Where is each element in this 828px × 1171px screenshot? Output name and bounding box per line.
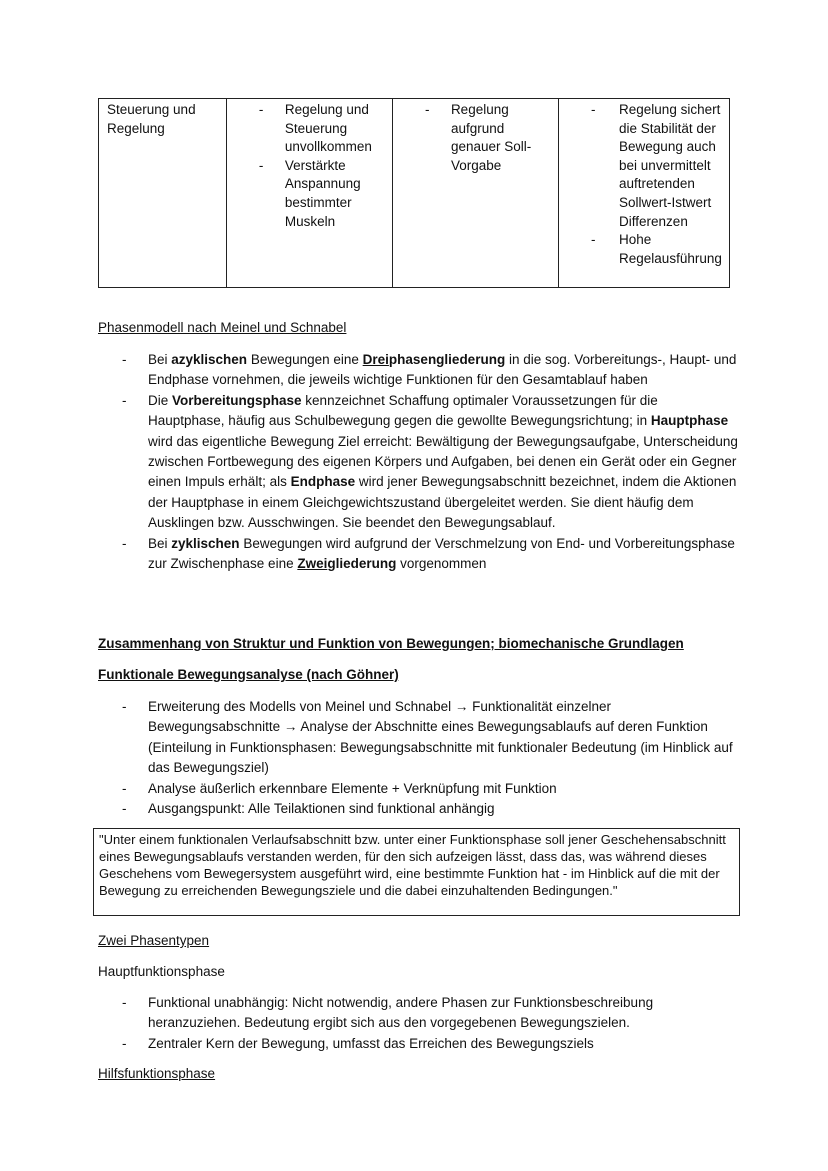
list-item: - Hohe Regelausführung (567, 231, 723, 268)
table-cell (226, 99, 392, 288)
section-heading-phasentypen: Zwei Phasentypen (98, 933, 210, 948)
list-item: - Verstärkte Anspannung bestimmter Muskeln (235, 157, 386, 231)
table-cell (559, 99, 730, 288)
hauptfunktion-list (98, 993, 738, 1054)
list-item: - Regelung und Steuerung unvollkommen (235, 101, 386, 157)
subheading-hauptfunktionsphase: Hauptfunktionsphase (98, 964, 225, 979)
subheading-hilfsfunktionsphase: Hilfsfunktionsphase (98, 1066, 216, 1081)
list-item: - Regelung sichert die Stabilität der Bewegung auch bei unvermittelt auftretenden Sollwert-Istwert Differenzen (567, 101, 723, 231)
table-row (99, 99, 730, 288)
section-heading-phasenmodell: Phasenmodell nach Meinel und Schnabel (98, 320, 347, 335)
section-subheading-goehner: Funktionale Bewegungsanalyse (nach Göhner) (98, 667, 399, 682)
list-item: - Analyse äußerlich erkennbare Elemente + Verknüpfung mit Funktion (98, 779, 738, 799)
list-item: - Ausgangspunkt: Alle Teilaktionen sind funktional anhängig (98, 799, 738, 819)
list-item: - Zentraler Kern der Bewegung, umfasst das Erreichen des Bewegungsziels (98, 1034, 738, 1054)
table-cell (392, 99, 558, 288)
list-item: - Erweiterung des Modells von Meinel und Schnabel → Funktionalität einzelner Bewegungsabschnitte → Analyse der Abschnitte eines Bewegungsablaufs auf deren Funktion (Einteilung in Funktionsphasen: Bewegungsabschnitte mit funktionaler Bedeutung (im Hinblick auf das Bewegungsziel) (98, 697, 738, 779)
list-item: - Funktional unabhängig: Nicht notwendig, andere Phasen zur Funktionsbeschreibung heranzuziehen. Bedeutung ergibt sich aus den vorgegebenen Bewegungszielen. (98, 993, 738, 1034)
goehner-list (98, 697, 738, 819)
list-item: - Regelung aufgrund genauer Soll-Vorgabe (401, 101, 552, 175)
table-row-label: Steuerung und Regelung (99, 99, 227, 288)
list-item: - Die Vorbereitungsphase kennzeichnet Schaffung optimaler Voraussetzungen für die Hauptphase, häufig aus Schulbewegung gegen die gewollte Bewegungsrichtung; in Hauptphase wird das eigentliche Bewegung Ziel erreicht: Bewältigung der Bewegungsaufgabe, Unterscheidung zwischen Fortbewegung des eigenen Körpers und Aufgaben, bei denen ein Gerät oder ein Gegner einen Impuls erhält; als Endphase wird jener Bewegungsabschnitt bezeichnet, indem die Aktionen der Hauptphase in einem Gleichgewichtszustand übergeleitet werden. Sie dient häufig dem Ausklingen bzw. Ausschwingen. Sie beendet den Bewegungsablauf. (98, 391, 738, 534)
definition-quote-box: "Unter einem funktionalen Verlaufsabschnitt bzw. unter einer Funktionsphase soll jener Geschehensabschnitt eines Bewegungsablaufs verstanden werden, für den sich aufzeigen lässt, dass das, was während dieses Geschehens vom Bewegersystem ausgeführt wird, eine bestimmte Funktion hat - im Hinblick auf die mit der Bewegung zu erreichenden Bewegungsziele und die dabei einzuhaltenden Bedingungen." (93, 828, 740, 916)
list-item: - Bei azyklischen Bewegungen eine Dreiphasengliederung in die sog. Vorbereitungs-, Haupt- und Endphase vornehmen, die jeweils wichtige Funktionen für den Gesamtablauf haben (98, 350, 738, 391)
phasenmodell-list (98, 350, 738, 574)
section-heading-zusammenhang: Zusammenhang von Struktur und Funktion von Bewegungen; biomechanische Grundlagen (98, 636, 684, 651)
comparison-table (98, 98, 730, 288)
list-item: - Bei zyklischen Bewegungen wird aufgrund der Verschmelzung von End- und Vorbereitungsphase zur Zwischenphase eine Zweigliederung vorgenommen (98, 534, 738, 575)
